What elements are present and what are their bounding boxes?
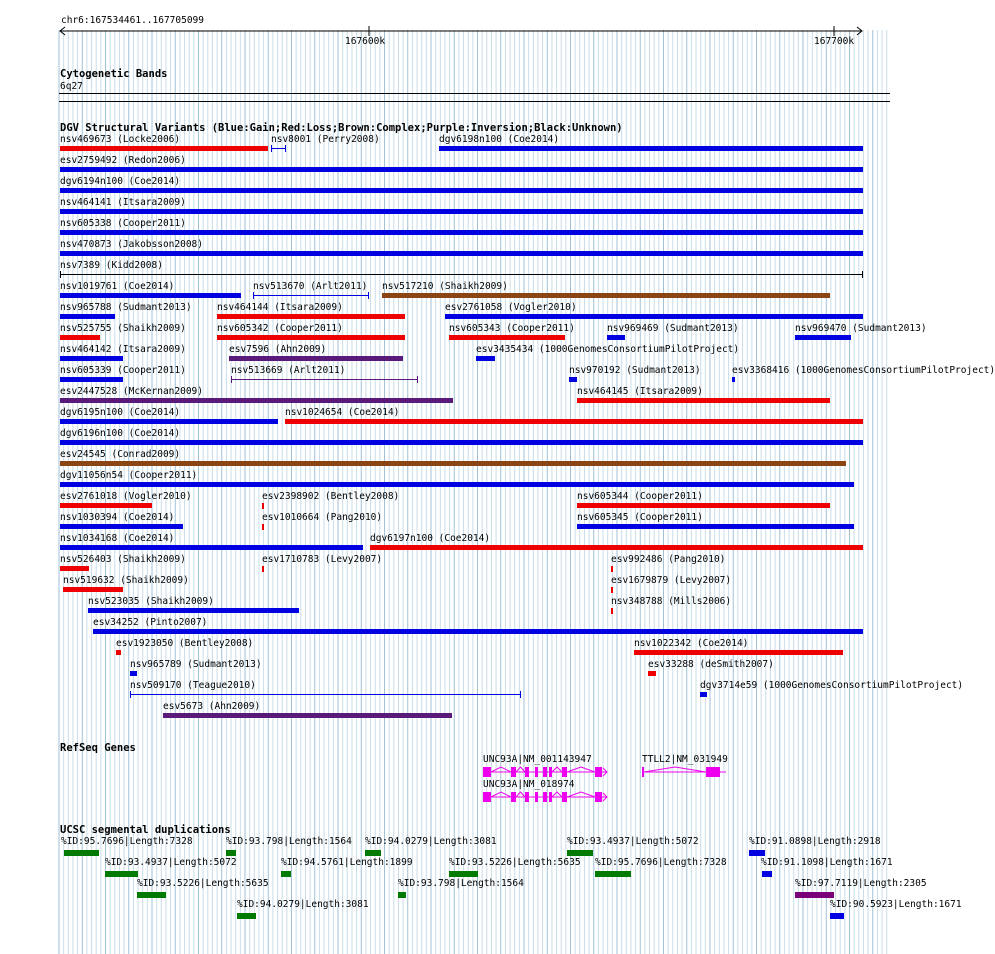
feature-label: TTLL2|NM_031949 <box>642 754 728 765</box>
feature-label: nsv513670 (Arlt2011) <box>253 281 368 292</box>
variant-bar[interactable] <box>60 188 863 193</box>
feature-label: dgv11056n54 (Cooper2011) <box>60 470 198 481</box>
variant-bar[interactable] <box>217 335 405 340</box>
feature-label: esv992486 (Pang2010) <box>611 554 726 565</box>
feature-label: %ID:93.798|Length:1564 <box>226 836 352 847</box>
variant-bar[interactable] <box>60 440 863 445</box>
variant-bar[interactable] <box>60 209 863 214</box>
variant-bar[interactable] <box>60 503 152 508</box>
variant-bar[interactable] <box>116 650 121 655</box>
feature-label: UNC93A|NM_018974 <box>483 779 575 790</box>
feature-label: esv34252 (Pinto2007) <box>93 617 208 628</box>
segdup-bar[interactable] <box>449 871 478 877</box>
segdup-bar[interactable] <box>795 892 834 898</box>
feature-label: nsv605344 (Cooper2011) <box>577 491 703 502</box>
variant-bar[interactable] <box>634 650 843 655</box>
feature-label: nsv464145 (Itsara2009) <box>577 386 703 397</box>
variant-bar[interactable] <box>795 335 851 340</box>
feature-label: dgv3714e59 (1000GenomesConsortiumPilotProject) <box>700 680 964 691</box>
variant-bar[interactable] <box>577 524 854 529</box>
feature-label: esv3435434 (1000GenomesConsortiumPilotProject) <box>476 344 740 355</box>
variant-bar[interactable] <box>93 629 863 634</box>
feature-label: nsv523035 (Shaikh2009) <box>88 596 214 607</box>
feature-label: esv5673 (Ahn2009) <box>163 701 261 712</box>
feature-label: nsv8001 (Perry2008) <box>271 134 380 145</box>
variant-bar[interactable] <box>611 587 613 593</box>
location-label: chr6:167534461..167705099 <box>61 15 204 26</box>
variant-bar[interactable] <box>445 314 863 319</box>
feature-label: nsv464144 (Itsara2009) <box>217 302 343 313</box>
segdup-bar[interactable] <box>137 892 166 898</box>
variant-bar-cap <box>231 376 232 383</box>
feature-label: dgv6194n100 (Coe2014) <box>60 176 181 187</box>
variant-bar[interactable] <box>60 461 846 466</box>
dgv-track-title: DGV Structural Variants (Blue:Gain;Red:Loss;Brown:Complex;Purple:Inversion;Black:Unknown) <box>60 122 623 134</box>
segdup-bar[interactable] <box>567 850 593 856</box>
feature-label: dgv6196n100 (Coe2014) <box>60 428 181 439</box>
variant-bar-cap <box>285 145 286 152</box>
feature-label: nsv969469 (Sudmant2013) <box>607 323 739 334</box>
variant-bar[interactable] <box>569 377 577 382</box>
feature-label: nsv1030394 (Coe2014) <box>60 512 175 523</box>
feature-label: %ID:97.7119|Length:2305 <box>795 878 927 889</box>
variant-bar-cap <box>520 691 521 698</box>
feature-label: nsv519632 (Shaikh2009) <box>63 575 189 586</box>
segdup-bar[interactable] <box>281 871 291 877</box>
feature-label: nsv348788 (Mills2006) <box>611 596 732 607</box>
feature-label: nsv526403 (Shaikh2009) <box>60 554 186 565</box>
cytoband-line <box>59 101 890 102</box>
segdup-bar[interactable] <box>64 850 99 856</box>
variant-bar[interactable] <box>60 314 115 319</box>
variant-bar[interactable] <box>285 419 863 424</box>
feature-label: esv24545 (Conrad2009) <box>60 449 181 460</box>
feature-label: esv2398902 (Bentley2008) <box>262 491 400 502</box>
variant-bar[interactable] <box>60 167 863 172</box>
variant-bar[interactable] <box>60 274 863 275</box>
segdup-bar[interactable] <box>830 913 844 919</box>
feature-label: %ID:91.0898|Length:2918 <box>749 836 881 847</box>
variant-bar[interactable] <box>217 314 405 319</box>
variant-bar[interactable] <box>732 377 735 382</box>
feature-label: esv1679879 (Levy2007) <box>611 575 732 586</box>
ruler-axis <box>56 24 868 38</box>
variant-bar-cap <box>862 271 863 278</box>
variant-bar[interactable] <box>60 146 268 151</box>
feature-label: %ID:94.5761|Length:1899 <box>281 857 413 868</box>
feature-label: esv2761058 (Vogler2010) <box>445 302 577 313</box>
variant-bar-cap <box>60 271 61 278</box>
variant-bar[interactable] <box>262 566 264 572</box>
variant-bar[interactable] <box>60 356 123 361</box>
feature-label: nsv965789 (Sudmant2013) <box>130 659 262 670</box>
feature-label: dgv6195n100 (Coe2014) <box>60 407 181 418</box>
feature-label: dgv6197n100 (Coe2014) <box>370 533 491 544</box>
variant-bar[interactable] <box>611 566 613 572</box>
cytobands-track-title: Cytogenetic Bands <box>60 68 168 80</box>
segdup-bar[interactable] <box>762 871 772 877</box>
variant-bar[interactable] <box>60 398 453 403</box>
feature-label: nsv464142 (Itsara2009) <box>60 344 186 355</box>
segdup-bar[interactable] <box>398 892 406 898</box>
variant-bar[interactable] <box>231 379 418 380</box>
variant-bar[interactable] <box>262 503 264 509</box>
segdup-bar[interactable] <box>365 850 381 856</box>
feature-label: nsv965788 (Sudmant2013) <box>60 302 192 313</box>
feature-label: dgv6198n100 (Coe2014) <box>439 134 560 145</box>
gene-model[interactable] <box>642 766 772 780</box>
variant-bar[interactable] <box>60 524 183 529</box>
feature-label: esv7596 (Ahn2009) <box>229 344 327 355</box>
variant-bar[interactable] <box>700 692 707 697</box>
feature-label: esv2447528 (McKernan2009) <box>60 386 203 397</box>
variant-bar-cap <box>368 292 369 299</box>
feature-label: nsv970192 (Sudmant2013) <box>569 365 701 376</box>
variant-bar-cap <box>417 376 418 383</box>
segdup-bar[interactable] <box>595 871 631 877</box>
feature-label: nsv469673 (Locke2006) <box>60 134 181 145</box>
segdup-bar[interactable] <box>237 913 256 919</box>
variant-bar[interactable] <box>60 545 363 550</box>
feature-label: %ID:93.4937|Length:5072 <box>105 857 237 868</box>
feature-label: esv1710783 (Levy2007) <box>262 554 383 565</box>
variant-bar[interactable] <box>648 671 656 676</box>
feature-label: nsv1034168 (Coe2014) <box>60 533 175 544</box>
feature-label: nsv509170 (Teague2010) <box>130 680 256 691</box>
variant-bar[interactable] <box>60 419 278 424</box>
variant-bar[interactable] <box>577 398 830 403</box>
ruler-tick-label: 167600k <box>345 36 386 47</box>
variant-bar[interactable] <box>60 230 863 235</box>
variant-bar[interactable] <box>370 545 863 550</box>
feature-label: UNC93A|NM_001143947 <box>483 754 592 765</box>
refseq-track-title: RefSeq Genes <box>60 742 136 754</box>
variant-bar[interactable] <box>88 608 299 613</box>
variant-bar[interactable] <box>60 293 241 298</box>
feature-label: nsv470873 (Jakobsson2008) <box>60 239 203 250</box>
segdup-bar[interactable] <box>226 850 236 856</box>
feature-label: nsv969470 (Sudmant2013) <box>795 323 927 334</box>
feature-label: nsv464141 (Itsara2009) <box>60 197 186 208</box>
feature-label: nsv525755 (Shaikh2009) <box>60 323 186 334</box>
variant-bar[interactable] <box>60 251 863 256</box>
feature-label: %ID:93.5226|Length:5635 <box>449 857 581 868</box>
variant-bar[interactable] <box>229 356 403 361</box>
cytoband-line <box>59 93 890 94</box>
variant-bar[interactable] <box>60 377 123 382</box>
feature-label: nsv1019761 (Coe2014) <box>60 281 175 292</box>
feature-label: %ID:95.7696|Length:7328 <box>595 857 727 868</box>
feature-label: nsv1022342 (Coe2014) <box>634 638 749 649</box>
variant-bar[interactable] <box>130 694 521 695</box>
variant-bar[interactable] <box>607 335 625 340</box>
feature-label: nsv7389 (Kidd2008) <box>60 260 163 271</box>
segdup-bar[interactable] <box>105 871 138 877</box>
feature-label: esv2761018 (Vogler2010) <box>60 491 192 502</box>
gene-model[interactable] <box>483 791 613 805</box>
feature-label: %ID:93.5226|Length:5635 <box>137 878 269 889</box>
segdup-bar[interactable] <box>749 850 765 856</box>
variant-bar-cap <box>253 292 254 299</box>
feature-label: %ID:93.798|Length:1564 <box>398 878 524 889</box>
feature-label: esv2759492 (Redon2006) <box>60 155 186 166</box>
feature-label: %ID:90.5923|Length:1671 <box>830 899 962 910</box>
variant-bar-cap <box>130 691 131 698</box>
variant-bar[interactable] <box>60 335 100 340</box>
variant-bar[interactable] <box>449 335 565 340</box>
ruler-tick-label: 167700k <box>814 36 855 47</box>
variant-bar[interactable] <box>476 356 495 361</box>
feature-label: nsv605339 (Cooper2011) <box>60 365 186 376</box>
feature-label: nsv605343 (Cooper2011) <box>449 323 575 334</box>
variant-bar[interactable] <box>130 671 137 676</box>
variant-bar[interactable] <box>60 566 89 571</box>
variant-bar[interactable] <box>439 146 863 151</box>
feature-label: %ID:93.4937|Length:5072 <box>567 836 699 847</box>
variant-bar[interactable] <box>60 482 854 487</box>
variant-bar[interactable] <box>163 713 452 718</box>
variant-bar[interactable] <box>271 148 286 149</box>
variant-bar[interactable] <box>382 293 830 298</box>
feature-label: esv1923050 (Bentley2008) <box>116 638 254 649</box>
feature-label: %ID:94.0279|Length:3081 <box>237 899 369 910</box>
segdup-track-title: UCSC segmental duplications <box>60 824 231 836</box>
variant-bar-cap <box>271 145 272 152</box>
feature-label: nsv513669 (Arlt2011) <box>231 365 346 376</box>
feature-label: nsv517210 (Shaikh2009) <box>382 281 508 292</box>
feature-label: esv33288 (deSmith2007) <box>648 659 774 670</box>
feature-label: nsv605338 (Cooper2011) <box>60 218 186 229</box>
variant-bar[interactable] <box>611 608 613 614</box>
feature-label: nsv605345 (Cooper2011) <box>577 512 703 523</box>
feature-label: nsv1024654 (Coe2014) <box>285 407 400 418</box>
gene-model[interactable] <box>483 766 613 780</box>
variant-bar[interactable] <box>63 587 123 592</box>
variant-bar[interactable] <box>577 503 830 508</box>
cytoband-label: 6q27 <box>60 81 83 92</box>
feature-label: %ID:94.0279|Length:3081 <box>365 836 497 847</box>
variant-bar[interactable] <box>262 524 264 530</box>
feature-label: %ID:91.1098|Length:1671 <box>761 857 893 868</box>
feature-label: nsv605342 (Cooper2011) <box>217 323 343 334</box>
feature-label: esv1010664 (Pang2010) <box>262 512 383 523</box>
variant-bar[interactable] <box>253 295 369 296</box>
feature-label: %ID:95.7696|Length:7328 <box>61 836 193 847</box>
feature-label: esv3368416 (1000GenomesConsortiumPilotProject) <box>732 365 995 376</box>
